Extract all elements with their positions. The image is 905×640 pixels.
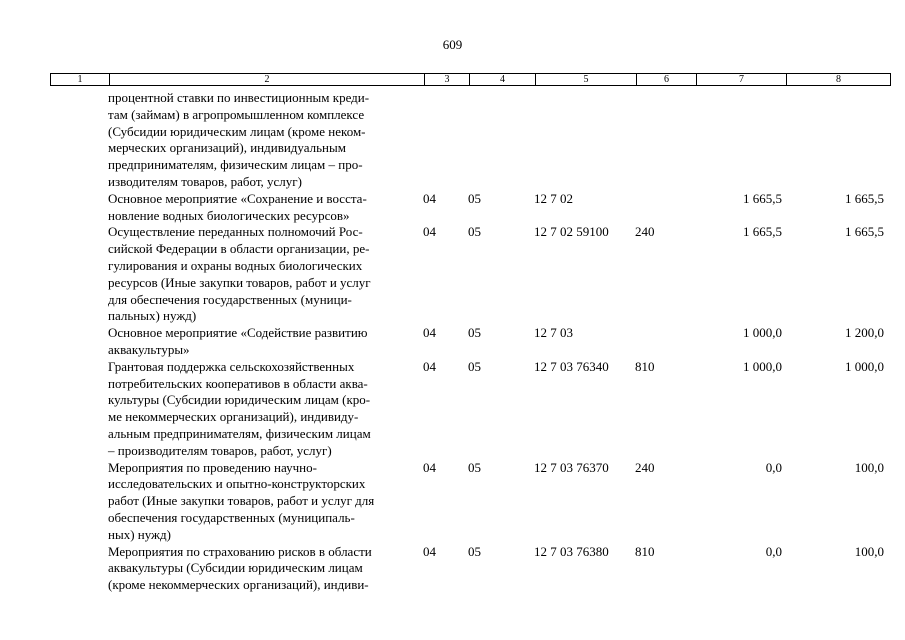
row-subsection: 05: [468, 190, 481, 206]
column-header-8: 8: [786, 74, 890, 85]
table-row: [108, 325, 898, 359]
table-row: [108, 359, 898, 460]
row-sum-year-2: 100,0: [854, 459, 884, 475]
row-name: Осуществление переданных полномочий Рос- сийской Федерации в области организации, ре- гулирования и охраны водных биологических ресурсов (Иные закупки товаров, работ и услуг для обеспечения государственных (муници- пальных) нужд): [108, 224, 371, 324]
row-subsection: 05: [468, 325, 481, 341]
column-header-6: 6: [636, 74, 696, 85]
row-target-article: 12 7 02 59100: [534, 224, 609, 240]
row-expense-type: 810: [635, 543, 655, 559]
row-sum-year-1: 0,0: [765, 543, 782, 559]
table-row: [108, 191, 898, 225]
column-header-4: 4: [469, 74, 535, 85]
page-number: 609: [442, 37, 463, 52]
row-subsection: 05: [468, 358, 481, 374]
row-expense-type: 810: [635, 358, 655, 374]
column-header-7: 7: [696, 74, 786, 85]
table-row: [108, 544, 898, 594]
table-body: [108, 90, 898, 594]
row-sum-year-1: 1 000,0: [743, 325, 782, 341]
row-section: 04: [423, 543, 436, 559]
row-expense-type: 240: [635, 224, 655, 240]
row-name: Основное мероприятие «Сохранение и восста- новление водных биологических ресурсов»: [108, 190, 367, 223]
row-sum-year-2: 1 000,0: [845, 358, 884, 374]
row-target-article: 12 7 02: [534, 190, 573, 206]
row-name: Мероприятия по страхованию рисков в области аквакультуры (Субсидии юридическим лицам (кроме некоммерческих организаций), индиви-: [108, 543, 372, 593]
row-section: 04: [423, 190, 436, 206]
row-name: Грантовая поддержка сельскохозяйственных потребительских кооперативов в области аква- культуры (Субсидии юридическим лицам (кро- ме некоммерческих организаций), индивиду- альным предпринимателям, физическим лицам – производителям товаров, работ, услуг): [108, 358, 371, 458]
table-column-header: [50, 73, 891, 86]
row-section: 04: [423, 325, 436, 341]
row-sum-year-2: 100,0: [854, 543, 884, 559]
row-sum-year-1: 1 665,5: [743, 224, 782, 240]
row-name: Основное мероприятие «Содействие развитию аквакультуры»: [108, 325, 368, 357]
column-header-1: 1: [77, 74, 83, 85]
row-name: Мероприятия по проведению научно- исследовательских и опытно-конструкторских работ (Иные закупки товаров, работ и услуг для обеспечения государственных (муниципаль- ных) нужд): [108, 459, 375, 542]
row-section: 04: [423, 358, 436, 374]
row-sum-year-2: 1 200,0: [845, 325, 884, 341]
column-header-5: 5: [535, 74, 636, 85]
row-target-article: 12 7 03: [534, 325, 573, 341]
row-subsection: 05: [468, 543, 481, 559]
table-row: [108, 460, 898, 544]
row-section: 04: [423, 459, 436, 475]
row-sum-year-1: 1 000,0: [743, 358, 782, 374]
row-sum-year-1: 0,0: [765, 459, 782, 475]
row-name: процентной ставки по инвестиционным креди- там (займам) в агропромышленном комплексе (Субсидии юридическим лицам (кроме неком- мерческих организаций), индивидуальным предпринимателям, физическим лицам – про- изводителям товаров, работ, услуг): [108, 90, 370, 189]
row-subsection: 05: [468, 459, 481, 475]
row-target-article: 12 7 03 76340: [534, 358, 609, 374]
row-section: 04: [423, 224, 436, 240]
table-row: [108, 224, 898, 325]
row-expense-type: 240: [635, 459, 655, 475]
row-sum-year-2: 1 665,5: [845, 224, 884, 240]
column-header-2: 2: [109, 74, 424, 85]
column-header-3: 3: [424, 74, 469, 85]
row-sum-year-2: 1 665,5: [845, 190, 884, 206]
row-target-article: 12 7 03 76380: [534, 543, 609, 559]
row-sum-year-1: 1 665,5: [743, 190, 782, 206]
row-subsection: 05: [468, 224, 481, 240]
row-target-article: 12 7 03 76370: [534, 459, 609, 475]
table-row: [108, 90, 898, 191]
